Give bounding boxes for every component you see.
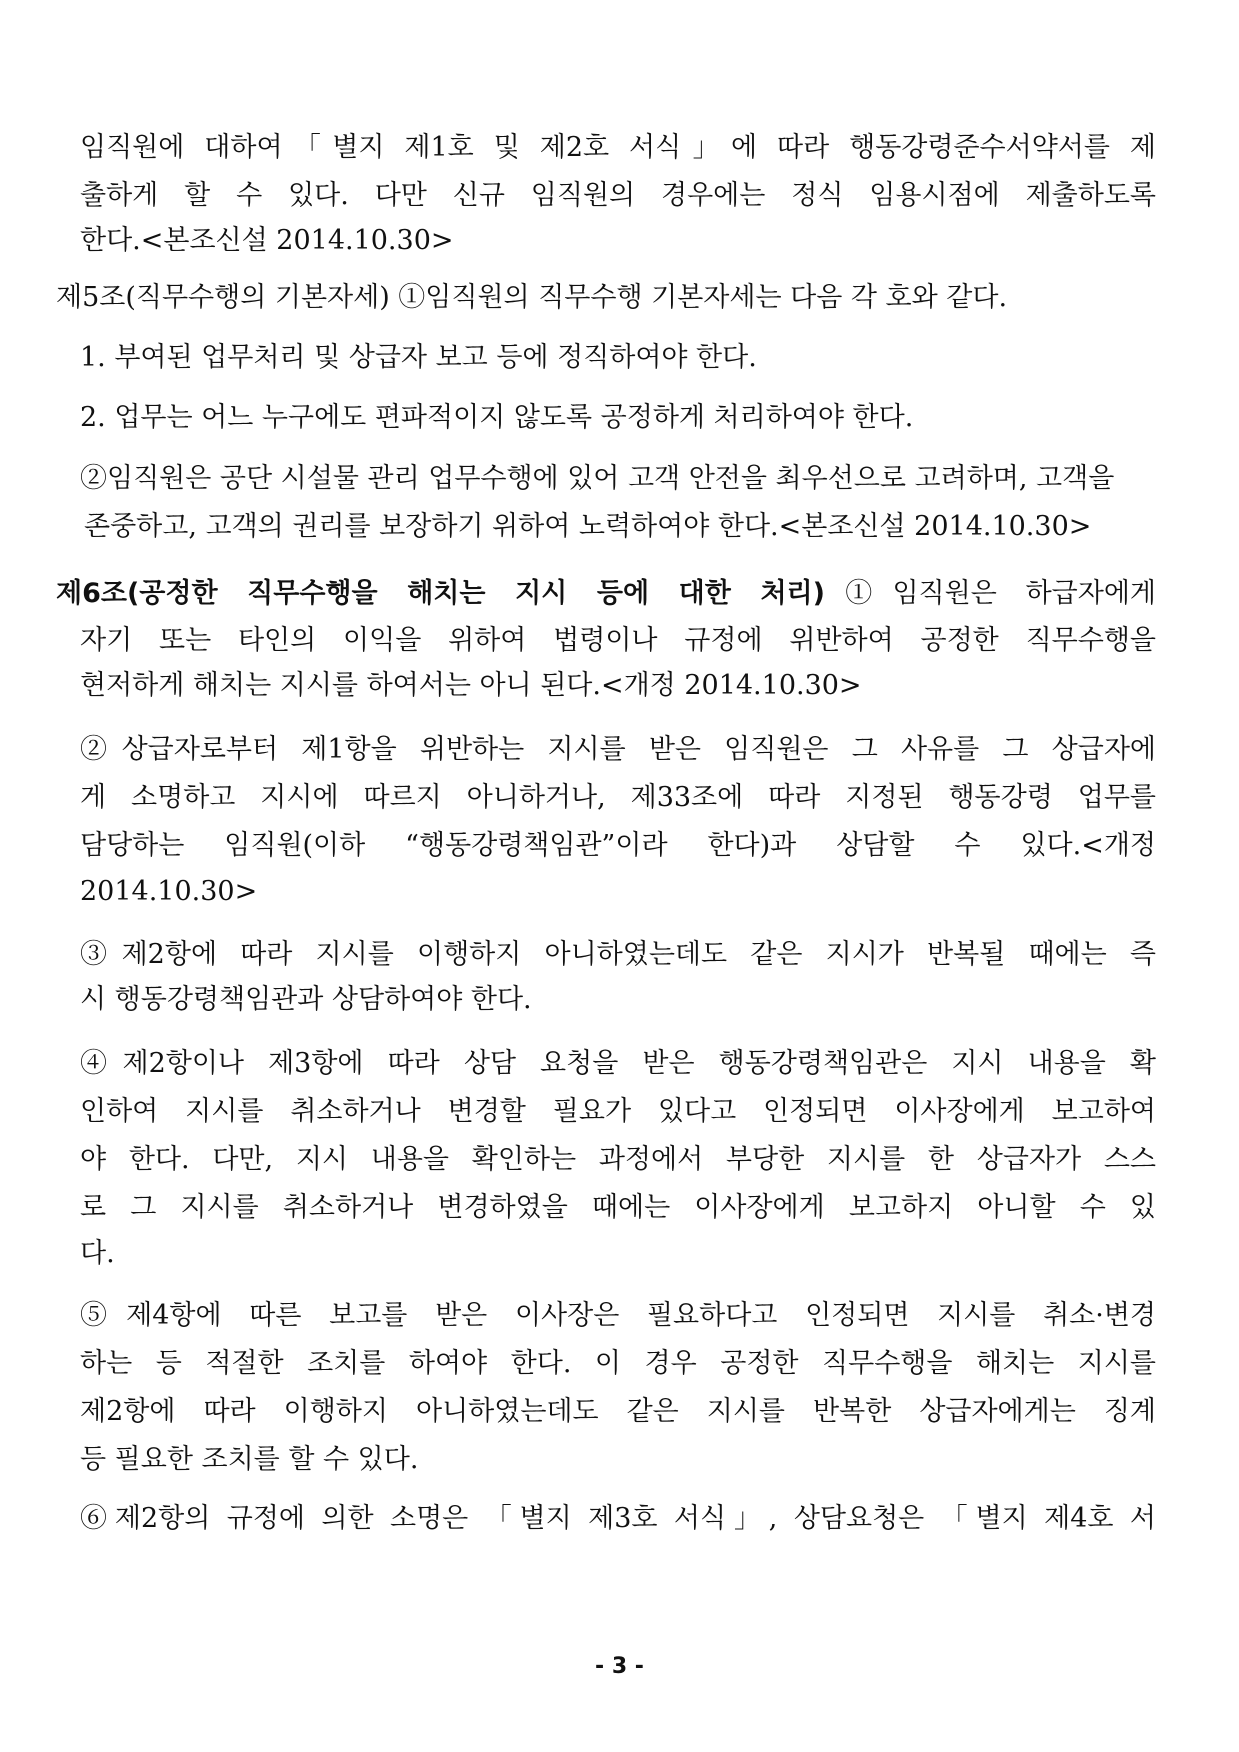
article6-para2-line-3: 담당하는 임직원(이하 “행동강령책임관”이라 한다)과 상담할 수 있다.<개정 (80, 830, 1156, 861)
article6-para4-line-1: ④제2항이나 제3항에 따라 상담 요청을 받은 행동강령책임관은 지시 내용을 확 (80, 1048, 1156, 1079)
article6-para5-line-3: 제2항에 따라 이행하지 아니하였는데도 같은 지시를 반복한 상급자에게는 징계 (80, 1396, 1156, 1427)
article6-para2-line-2: 게 소명하고 지시에 따르지 아니하거나, 제33조에 따라 지정된 행동강령 업무를 (80, 782, 1156, 813)
article6-para4-line-2: 인하여 지시를 취소하거나 변경할 필요가 있다고 인정되면 이사장에게 보고하여 (80, 1096, 1156, 1127)
article5-heading: 제5조(직무수행의 기본자세) ①임직원의 직무수행 기본자세는 다음 각 호와 같다. (56, 282, 1008, 313)
article6-para1-line-2: 자기 또는 타인의 이익을 위하여 법령이나 규정에 위반하여 공정한 직무수행을 (80, 625, 1156, 656)
article6-para2-line-1: ②상급자로부터 제1항을 위반하는 지시를 받은 임직원은 그 사유를 그 상급자에 (80, 734, 1156, 765)
article5-item-1: 1. 부여된 업무처리 및 상급자 보고 등에 정직하여야 한다. (80, 342, 757, 373)
article5-para2-line-1: ②임직원은 공단 시설물 관리 업무수행에 있어 고객 안전을 최우선으로 고려하며, 고객을 (80, 463, 1115, 494)
article6-para4-line-3: 야 한다. 다만, 지시 내용을 확인하는 과정에서 부당한 지시를 한 상급자가 스스 (80, 1144, 1156, 1175)
article6-title: 제6조(공정한 직무수행을 해치는 지시 등에 대한 처리) (56, 578, 825, 609)
article6-para5-line-4: 등 필요한 조치를 할 수 있다. (80, 1444, 419, 1475)
article5-para2-line-2: 존중하고, 고객의 권리를 보장하기 위하여 노력하여야 한다.<본조신설 2014.10.30> (84, 511, 1092, 542)
article4-line-3: 한다.<본조신설 2014.10.30> (80, 225, 454, 256)
article6-para4-line-4: 로 그 지시를 취소하거나 변경하였을 때에는 이사장에게 보고하지 아니할 수 있 (80, 1192, 1156, 1223)
article6-para5-line-2: 하는 등 적절한 조치를 하여야 한다. 이 경우 공정한 직무수행을 해치는 지시를 (80, 1348, 1156, 1379)
article6-para3-line-2: 시 행동강령책임관과 상담하여야 한다. (80, 984, 532, 1015)
article6-para5-line-1: ⑤제4항에 따른 보고를 받은 이사장은 필요하다고 인정되면 지시를 취소·변경 (80, 1300, 1156, 1331)
article6-para1-line-3: 현저하게 해치는 지시를 하여서는 아니 된다.<개정 2014.10.30> (80, 670, 862, 701)
article6-line-1 (56, 574, 1156, 614)
article6-para3-line-1: ③제2항에 따라 지시를 이행하지 아니하였는데도 같은 지시가 반복될 때에는 즉 (80, 939, 1156, 970)
article6-para2-line-4: 2014.10.30> (80, 876, 258, 907)
article6-para1-start: ①임직원은 하급자에게 (824, 578, 1156, 609)
article4-line-1: 임직원에 대하여「별지 제1호 및 제2호 서식」에 따라 행동강령준수서약서를 제 (80, 132, 1156, 163)
article5-item-2: 2. 업무는 어느 누구에도 편파적이지 않도록 공정하게 처리하여야 한다. (80, 402, 914, 433)
article6-para6-line-1: ⑥제2항의 규정에 의한 소명은 「별지 제3호 서식」, 상담요청은 「별지 제4호 서 (80, 1503, 1156, 1534)
article6-para4-line-5: 다. (80, 1238, 115, 1269)
article4-line-2: 출하게 할 수 있다. 다만 신규 임직원의 경우에는 정식 임용시점에 제출하도록 (80, 180, 1156, 211)
page-number: - 3 - (595, 1654, 644, 1679)
